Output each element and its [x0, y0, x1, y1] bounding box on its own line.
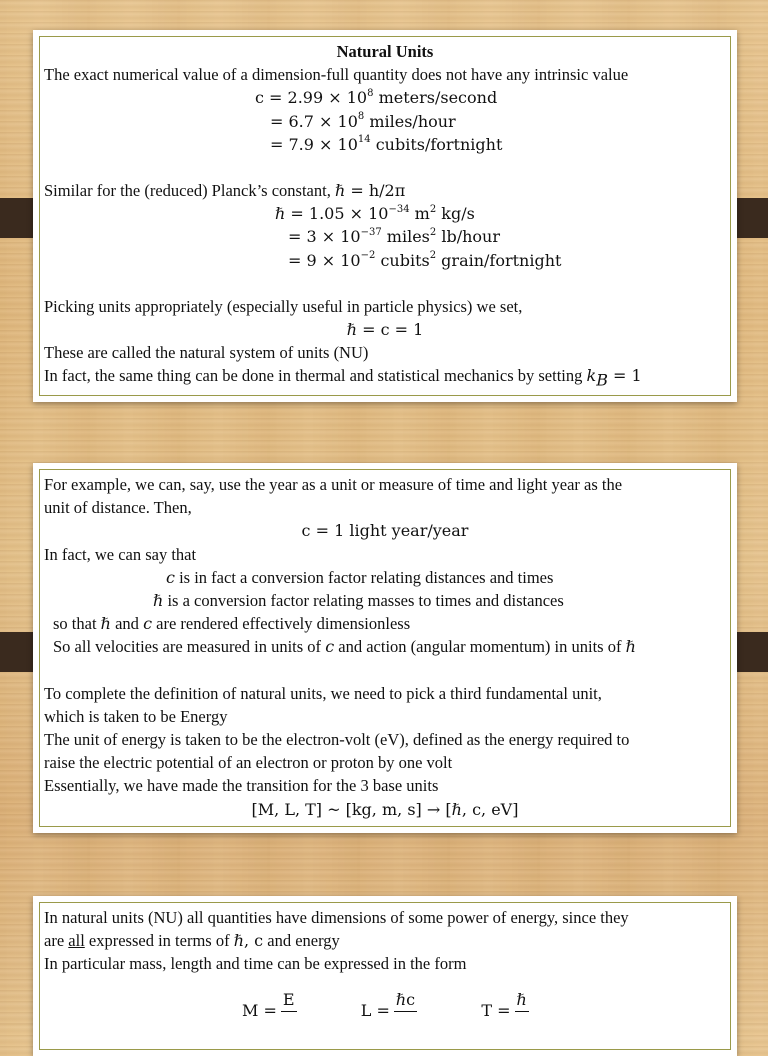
complete-text: To complete the definition of natural units, we need to pick a third fundamental unit,	[44, 683, 602, 703]
mlt-equations: M = E L = ℏc T = ℏ	[242, 989, 527, 1020]
nu-text-2: are all expressed in terms of ℏ, c and energy	[44, 931, 340, 951]
h-equation-1: ℏ = $1.05 \times 10^{-34}$ $m^2$ kg/s	[275, 203, 475, 224]
slide-conversion	[33, 463, 737, 833]
transition-text: Essentially, we have made the transition for the 3 base units	[44, 776, 439, 796]
planck-text: Similar for the (reduced) Planck’s constant, ℏ = h/2π	[44, 181, 406, 201]
thermal-text: In fact, the same thing can be done in thermal and statistical mechanics by setting $k_B = 1$	[44, 366, 642, 390]
slide-content	[44, 473, 726, 821]
c-equation: $c = 2.99 \times 10^8$ meters/second	[255, 88, 498, 108]
complete-text-2: which is taken to be Energy	[44, 706, 228, 726]
h-equation-3: = $9 \times 10^{-2}$ cubits$^2$ grain/fortnight	[288, 250, 562, 270]
particular-text: In particular mass, length and time can be expressed in the form	[44, 954, 467, 974]
c-lightyear-equation: c = 1 light year/year	[301, 521, 469, 541]
slide-dimensions	[33, 896, 737, 1056]
called-text: These are called the natural system of units (NU)	[44, 343, 369, 363]
unit-energy-text-2: raise the electric potential of an electron or proton by one volt	[44, 753, 453, 773]
so-that-text: so that ℏ and c are rendered effectively dimensionless	[53, 614, 411, 634]
nu-text: In natural units (NU) all quantities have dimensions of some power of energy, since they	[44, 908, 629, 927]
slide-content	[44, 906, 726, 1035]
example-text-2: unit of distance. Then,	[44, 498, 192, 518]
c-conversion-text: c is in fact a conversion factor relating distances and times	[166, 567, 554, 587]
velocities-text: So all velocities are measured in units of c and action (angular momentum) in units of ℏ	[53, 637, 636, 657]
intro-text: The exact numerical value of a dimension-full quantity does not have any intrinsic value	[44, 65, 629, 85]
example-text: For example, we can, say, use the year as a unit or measure of time and light year as the	[44, 475, 623, 494]
base-units-equation: [M, L, T] ~ [kg, m, s] → [ℏ, c, eV]	[251, 799, 519, 819]
slide-title: Natural Units	[336, 42, 434, 61]
c-equation-2: = $6.7 \times 10^8$ miles/hour	[270, 111, 456, 131]
h-conversion-text: ℏ is a conversion factor relating masses to times and distances	[153, 591, 564, 611]
c-equation-3: = $7.9 \times 10^{14}$ cubits/fortnight	[270, 134, 503, 154]
slide-natural-units	[33, 30, 737, 402]
h-equation-2: = $3 \times 10^{-37}$ miles$^2$ lb/hour	[288, 227, 500, 247]
picking-text: Picking units appropriately (especially useful in particle physics) we set,	[44, 296, 523, 316]
set-equation: ℏ = c = 1	[346, 320, 424, 340]
say-text: In fact, we can say that	[44, 544, 197, 564]
unit-energy-text: The unit of energy is taken to be the electron-volt (eV), defined as the energy required to	[44, 730, 630, 750]
slide-content	[44, 40, 726, 388]
